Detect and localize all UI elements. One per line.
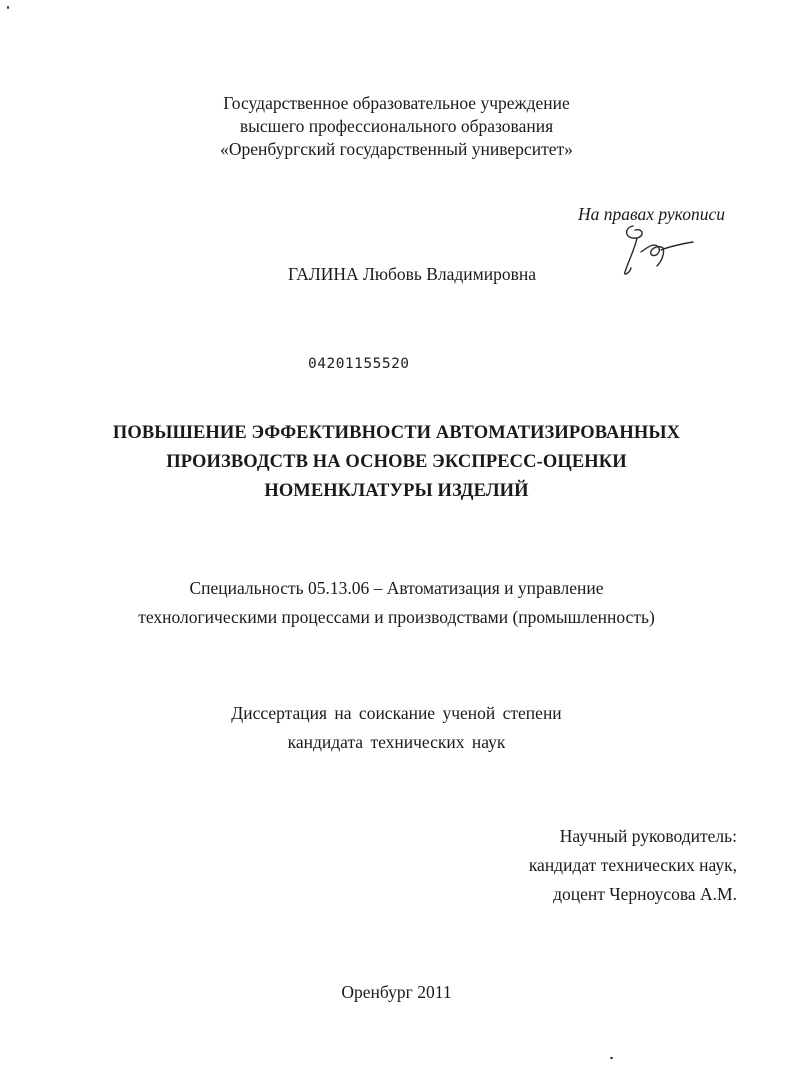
- degree-line: Диссертация на соискание ученой степени: [231, 703, 562, 723]
- specialty-line: технологическими процессами и производствами (промышленность): [138, 607, 655, 627]
- title-line: НОМЕНКЛАТУРЫ ИЗДЕЛИЙ: [264, 481, 529, 501]
- scan-speck: [7, 6, 9, 9]
- author-name: ГАЛИНА Любовь Владимировна: [288, 264, 536, 284]
- city-year: Оренбург 2011: [341, 982, 452, 1002]
- institution-line: высшего профессионального образования: [239, 116, 554, 136]
- supervisor-line: кандидат технических наук,: [528, 855, 737, 875]
- catalog-number: 04201155520: [308, 356, 410, 372]
- specialty-line: Специальность 05.13.06 – Автоматизация и управление: [189, 578, 604, 598]
- title-line: ПОВЫШЕНИЕ ЭФФЕКТИВНОСТИ АВТОМАТИЗИРОВАННЫХ: [112, 423, 681, 443]
- signature: [615, 218, 695, 278]
- dissertation-title: [0, 419, 793, 506]
- title-line: ПРОИЗВОДСТВ НА ОСНОВЕ ЭКСПРЕСС-ОЦЕНКИ: [166, 452, 627, 472]
- specialty-block: [0, 574, 793, 632]
- degree-block: [0, 699, 793, 757]
- institution-line: «Оренбургский государственный университет»: [220, 139, 573, 159]
- degree-line: кандидата технических наук: [287, 732, 506, 752]
- rights-note: На правах рукописи: [578, 204, 725, 224]
- supervisor-block: [529, 822, 737, 909]
- scan-speck: [610, 1057, 613, 1059]
- institution-line: Государственное образовательное учреждение: [223, 93, 570, 113]
- supervisor-line: Научный руководитель:: [559, 826, 737, 846]
- supervisor-line: доцент Черноусова А.М.: [553, 884, 737, 904]
- institution-block: [0, 92, 793, 161]
